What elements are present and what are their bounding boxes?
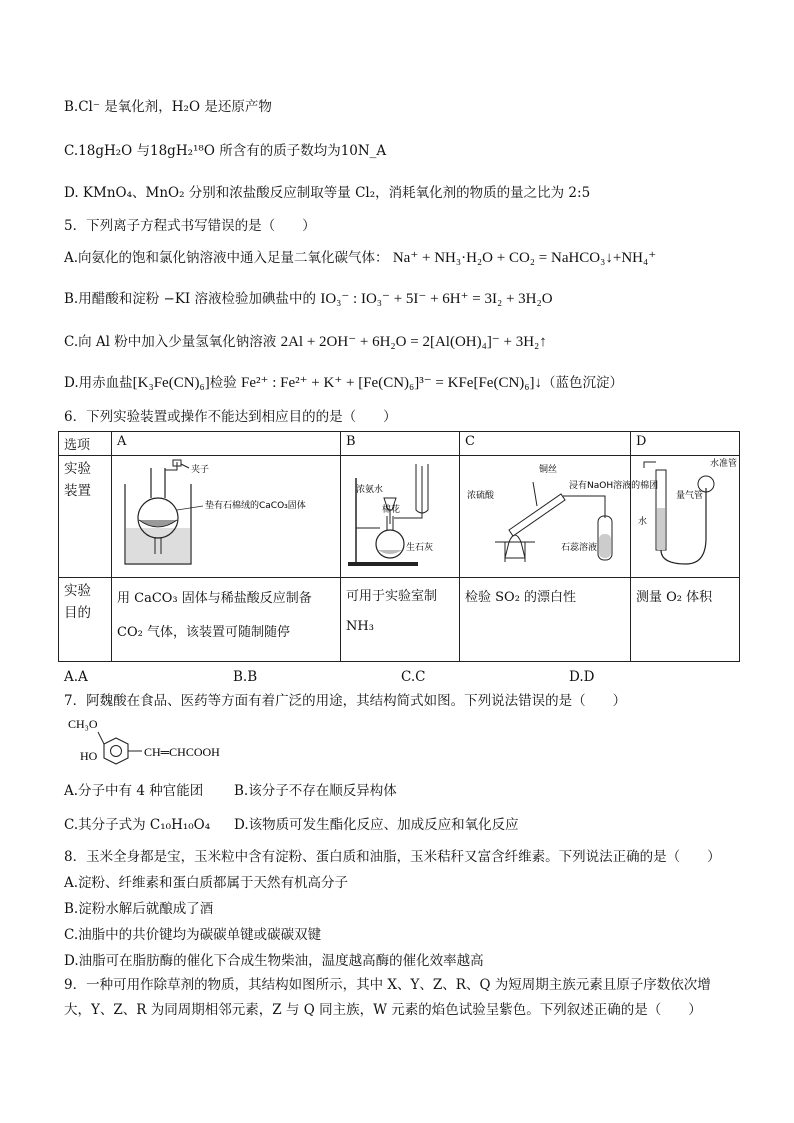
q5-c-equation: 2Al + 2OH⁻ + 6H₂O = 2[Al(OH)₄]⁻ + 3H₂↑ xyxy=(280,334,547,350)
d-gas-label: 量气管 xyxy=(676,491,704,501)
q5-b-text: B.用醋酸和淀粉 −KI 溶液检验加碘盐中的 xyxy=(64,291,317,307)
q6-table xyxy=(58,431,740,662)
q6-answer-a: A.A xyxy=(64,669,88,685)
q6-header-b: B xyxy=(341,432,460,456)
q8-option-a: A.淀粉、纤维素和蛋白质都属于天然有机高分子 xyxy=(64,875,349,891)
d-level-label: 水准管 xyxy=(710,459,738,469)
struct-chain: CH═CHCOOH xyxy=(144,745,220,759)
q6-header-a: A xyxy=(112,432,341,456)
a-solid-label: 垫有石棉绒的CaCO₃固体 xyxy=(205,501,306,511)
q5-d-note: （蓝色沉淀） xyxy=(542,375,624,391)
q6-purpose-d: 测量 O₂ 体积 xyxy=(631,578,740,662)
q6-fig-a xyxy=(112,456,341,578)
apparatus-c-diagram xyxy=(465,458,659,570)
q9-stem-line1: 9．一种可用作除草剂的物质，其结构如图所示，其中 X、Y、Z、R、Q 为短周期主族元素且原子序数依次增 xyxy=(64,977,711,993)
ferulic-acid-structure xyxy=(64,716,284,778)
q4-option-b: B.Cl⁻ 是氧化剂，H₂O 是还原产物 xyxy=(64,99,272,115)
q7-option-d: D.该物质可发生酯化反应、加成反应和氧化反应 xyxy=(234,817,519,833)
q6-row-apparatus-label: 实验 装置 xyxy=(59,456,112,578)
q5-option-c xyxy=(64,333,547,351)
q5-d-reagent: [K₃Fe(CN)₆] xyxy=(132,375,210,391)
q6-header-d: D xyxy=(631,432,740,456)
q9-stem-line2: 大，Y、Z、R 为同周期相邻元素，Z 与 Q 同主族，W 元素的焰色试验呈紫色。下列叙述正确的是（ ） xyxy=(64,1002,702,1018)
q5-option-b xyxy=(64,290,553,308)
q6-row-purpose-label: 实验 目的 xyxy=(59,578,112,662)
q6-fig-c xyxy=(460,456,659,578)
q5-d-text: D.用赤血盐 xyxy=(64,375,133,391)
c-wire-label: 铜丝 xyxy=(539,465,558,475)
q6-answer-d: D.D xyxy=(569,669,595,685)
b-ammonia-label: 浓氨水 xyxy=(356,485,384,495)
apparatus-a-diagram xyxy=(117,458,317,570)
q5-option-a xyxy=(64,249,656,267)
q4-option-c: C.18gH₂O 与18gH₂¹⁸O 所含有的质子数均为10N_A xyxy=(64,143,387,159)
q5-c-text: C.向 Al 粉中加入少量氢氧化钠溶液 xyxy=(64,334,277,350)
b-lime-label: 生石灰 xyxy=(406,543,434,553)
q5-stem: 5．下列离子方程式书写错误的是（ ） xyxy=(64,218,316,234)
q8-stem: 8．玉米全身都是宝，玉米粒中含有淀粉、蛋白质和油脂，玉米秸秆又富含纤维素。下列说法正确的是（ ） xyxy=(64,849,721,865)
q7-option-b: B.该分子不存在顺反异构体 xyxy=(234,783,397,799)
c-litmus-label: 石蕊溶液 xyxy=(561,543,598,553)
c-naoh-label: 浸有NaOH溶液的棉团 xyxy=(569,481,659,491)
struct-methoxy: CH₃O xyxy=(68,717,98,731)
q6-answer-b: B.B xyxy=(233,669,258,685)
q6-header-label: 选项 xyxy=(59,432,112,456)
apparatus-d-diagram xyxy=(636,458,738,570)
q4-option-d: D. KMnO₄、MnO₂ 分别和浓盐酸反应制取等量 Cl₂，消耗氧化剂的物质的量之比为 2:5 xyxy=(64,185,591,201)
c-acid-label: 浓硫酸 xyxy=(467,491,495,501)
apparatus-b-diagram xyxy=(346,458,446,570)
q6-fig-b xyxy=(341,456,460,578)
q6-stem: 6．下列实验装置或操作不能达到相应目的的是（ ） xyxy=(64,409,397,425)
a-clip-label: 夹子 xyxy=(191,465,210,475)
struct-hydroxy: HO xyxy=(80,749,98,763)
q7-option-c: C.其分子式为 C₁₀H₁₀O₄ xyxy=(64,817,211,833)
q6-purpose-b: 可用于实验室制 NH₃ xyxy=(341,578,460,662)
q6-header-c: C xyxy=(460,432,631,456)
q5-b-equation: IO₃⁻ : IO₃⁻ + 5I⁻ + 6H⁺ = 3I₂ + 3H₂O xyxy=(320,291,553,307)
b-cotton-label: 棉花 xyxy=(382,505,401,515)
q5-a-text: A.向氨化的饱和氯化钠溶液中通入足量二氧化碳气体： xyxy=(64,250,389,266)
q6-answer-c: C.C xyxy=(401,669,426,685)
q8-option-b: B.淀粉水解后就酿成了酒 xyxy=(64,901,214,917)
q6-fig-d xyxy=(631,456,740,578)
d-water-label: 水 xyxy=(638,517,648,527)
q6-purpose-c: 检验 SO₂ 的漂白性 xyxy=(460,578,631,662)
q6-purpose-a: 用 CaCO₃ 固体与稀盐酸反应制备 CO₂ 气体，该装置可随制随停 xyxy=(112,578,341,662)
q7-stem: 7．阿魏酸在食品、医药等方面有着广泛的用途，其结构简式如图。下列说法错误的是（ ） xyxy=(64,693,627,709)
q7-option-a: A.分子中有 4 种官能团 xyxy=(64,783,204,799)
q8-option-d: D.油脂可在脂肪酶的催化下合成生物柴油，温度越高酶的催化效率越高 xyxy=(64,953,484,969)
q5-d-mid: 检验 xyxy=(209,375,237,391)
q5-d-equation: Fe²⁺ : Fe²⁺ + K⁺ + [Fe(CN)₆]³⁻ = KFe[Fe(CN)₆]↓ xyxy=(241,375,543,391)
q5-option-d xyxy=(64,374,623,392)
q8-option-c: C.油脂中的共价键均为碳碳单键或碳碳双键 xyxy=(64,927,322,943)
q5-a-equation: Na⁺ + NH₃·H₂O + CO₂ = NaHCO₃↓+NH₄⁺ xyxy=(392,250,657,266)
